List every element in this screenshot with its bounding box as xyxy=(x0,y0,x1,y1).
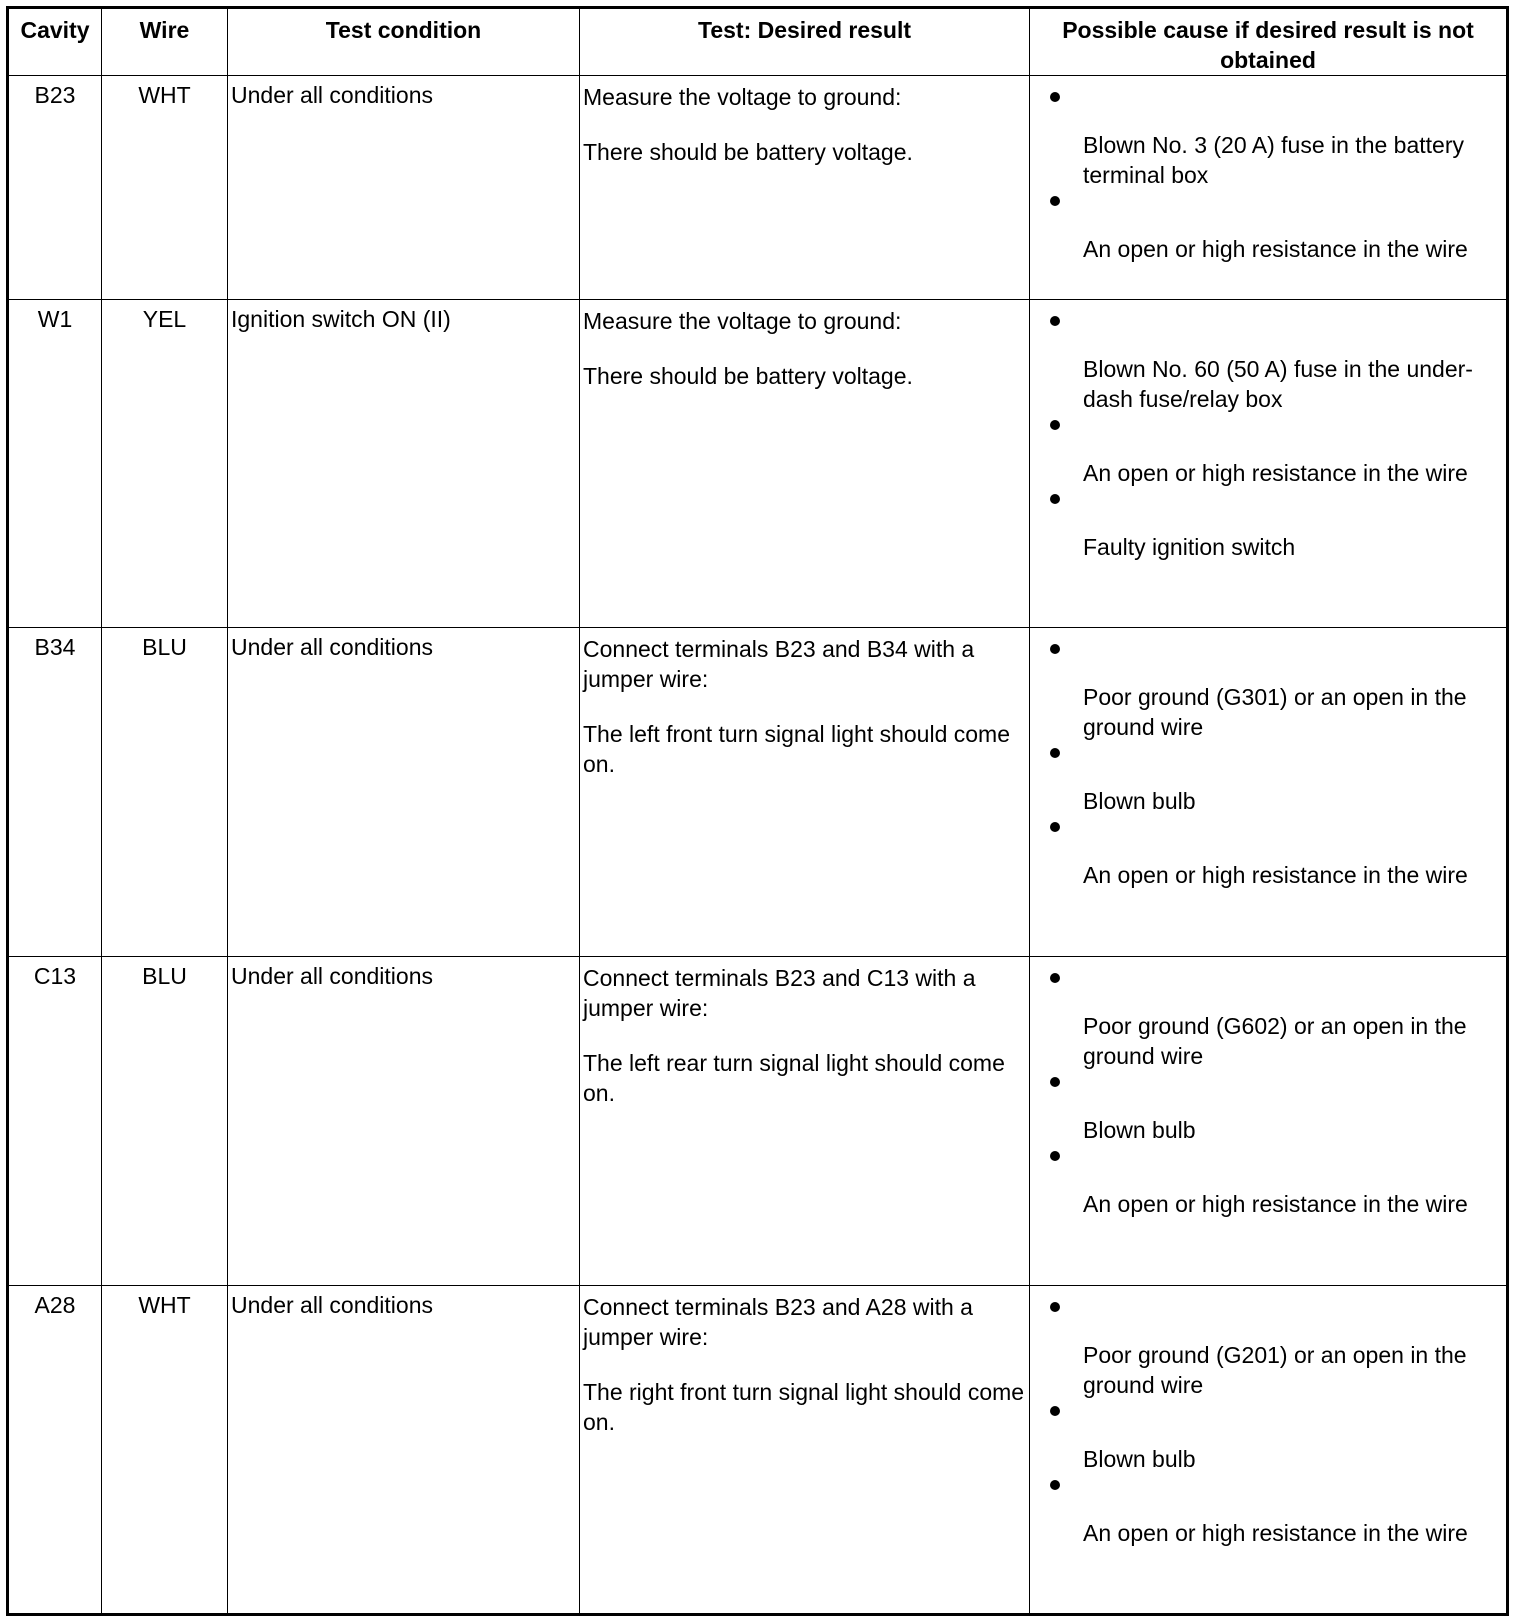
cause-list-item xyxy=(1050,1151,1502,1219)
table-row xyxy=(8,1286,1508,1615)
cavity-cell: B23 xyxy=(8,76,102,300)
test-instruction: Measure the voltage to ground: xyxy=(583,308,902,334)
bullet-icon xyxy=(1050,973,1060,983)
cause-list-item xyxy=(1050,1077,1502,1145)
test-condition-cell: Ignition switch ON (II) xyxy=(228,300,580,628)
bullet-icon xyxy=(1050,316,1060,326)
desired-result-cell xyxy=(580,957,1030,1286)
desired-result-cell xyxy=(580,76,1030,300)
test-instruction: Connect terminals B23 and A28 with a jumper wire: xyxy=(583,1294,973,1350)
test-instruction: Measure the voltage to ground: xyxy=(583,84,902,110)
header-possible-cause: Possible cause if desired result is not obtained xyxy=(1030,8,1508,76)
expected-result: The right front turn signal light should come on. xyxy=(583,1379,1025,1435)
desired-result-cell xyxy=(580,300,1030,628)
cause-list-item xyxy=(1050,494,1502,562)
cause-text: Faulty ignition switch xyxy=(1083,534,1296,560)
cause-text: An open or high resistance in the wire xyxy=(1083,236,1468,262)
bullet-icon xyxy=(1050,92,1060,102)
cavity-cell: W1 xyxy=(8,300,102,628)
bullet-icon xyxy=(1050,1480,1060,1490)
connector-test-table xyxy=(6,6,1509,1616)
cause-list-item xyxy=(1050,92,1502,190)
header-cavity: Cavity xyxy=(8,8,102,76)
cause-text: An open or high resistance in the wire xyxy=(1083,1191,1468,1217)
cause-text: Blown bulb xyxy=(1083,1446,1196,1472)
expected-result: There should be battery voltage. xyxy=(583,139,913,165)
table-row xyxy=(8,628,1508,957)
test-condition-cell: Under all conditions xyxy=(228,1286,580,1615)
cause-text: Poor ground (G602) or an open in the ground wire xyxy=(1083,1013,1467,1069)
cause-text: Poor ground (G301) or an open in the ground wire xyxy=(1083,684,1467,740)
cause-text: An open or high resistance in the wire xyxy=(1083,1520,1468,1546)
cause-list-item xyxy=(1050,644,1502,742)
expected-result: The left front turn signal light should come on. xyxy=(583,721,1011,777)
bullet-icon xyxy=(1050,1302,1060,1312)
header-desired-result: Test: Desired result xyxy=(580,8,1030,76)
test-instruction: Connect terminals B23 and B34 with a jumper wire: xyxy=(583,636,975,692)
table-row xyxy=(8,76,1508,300)
cause-text: Poor ground (G201) or an open in the ground wire xyxy=(1083,1342,1467,1398)
cause-list-item xyxy=(1050,748,1502,816)
table-body xyxy=(8,76,1508,1615)
bullet-icon xyxy=(1050,1406,1060,1416)
bullet-icon xyxy=(1050,494,1060,504)
possible-cause-cell xyxy=(1030,76,1508,300)
cause-list-item xyxy=(1050,1480,1502,1548)
cavity-cell: C13 xyxy=(8,957,102,1286)
bullet-icon xyxy=(1050,822,1060,832)
cause-list-item xyxy=(1050,316,1502,414)
table-row xyxy=(8,300,1508,628)
bullet-icon xyxy=(1050,420,1060,430)
cause-text: An open or high resistance in the wire xyxy=(1083,460,1468,486)
possible-cause-cell xyxy=(1030,300,1508,628)
cause-text: Blown No. 3 (20 A) fuse in the battery terminal box xyxy=(1083,132,1464,188)
bullet-icon xyxy=(1050,644,1060,654)
test-instruction: Connect terminals B23 and C13 with a jumper wire: xyxy=(583,965,976,1021)
header-wire: Wire xyxy=(102,8,228,76)
cause-list-item xyxy=(1050,822,1502,890)
cause-list-item xyxy=(1050,420,1502,488)
expected-result: There should be battery voltage. xyxy=(583,363,913,389)
cause-text: Blown bulb xyxy=(1083,788,1196,814)
cause-text: An open or high resistance in the wire xyxy=(1083,862,1468,888)
cause-text: Blown bulb xyxy=(1083,1117,1196,1143)
header-test-condition: Test condition xyxy=(228,8,580,76)
cause-list-item xyxy=(1050,973,1502,1071)
wire-cell: WHT xyxy=(102,1286,228,1615)
test-condition-cell: Under all conditions xyxy=(228,628,580,957)
test-condition-cell: Under all conditions xyxy=(228,76,580,300)
wire-cell: BLU xyxy=(102,957,228,1286)
expected-result: The left rear turn signal light should come on. xyxy=(583,1050,1005,1106)
header-row xyxy=(8,8,1508,76)
cause-list-item xyxy=(1050,196,1502,264)
cause-list-item xyxy=(1050,1406,1502,1474)
possible-cause-cell xyxy=(1030,1286,1508,1615)
cavity-cell: B34 xyxy=(8,628,102,957)
possible-cause-cell xyxy=(1030,957,1508,1286)
possible-cause-cell xyxy=(1030,628,1508,957)
cavity-cell: A28 xyxy=(8,1286,102,1615)
test-condition-cell: Under all conditions xyxy=(228,957,580,1286)
cause-list-item xyxy=(1050,1302,1502,1400)
desired-result-cell xyxy=(580,628,1030,957)
bullet-icon xyxy=(1050,748,1060,758)
table-row xyxy=(8,957,1508,1286)
wire-cell: WHT xyxy=(102,76,228,300)
cause-text: Blown No. 60 (50 A) fuse in the under-dash fuse/relay box xyxy=(1083,356,1473,412)
bullet-icon xyxy=(1050,196,1060,206)
wire-cell: BLU xyxy=(102,628,228,957)
bullet-icon xyxy=(1050,1151,1060,1161)
wire-cell: YEL xyxy=(102,300,228,628)
desired-result-cell xyxy=(580,1286,1030,1615)
bullet-icon xyxy=(1050,1077,1060,1087)
